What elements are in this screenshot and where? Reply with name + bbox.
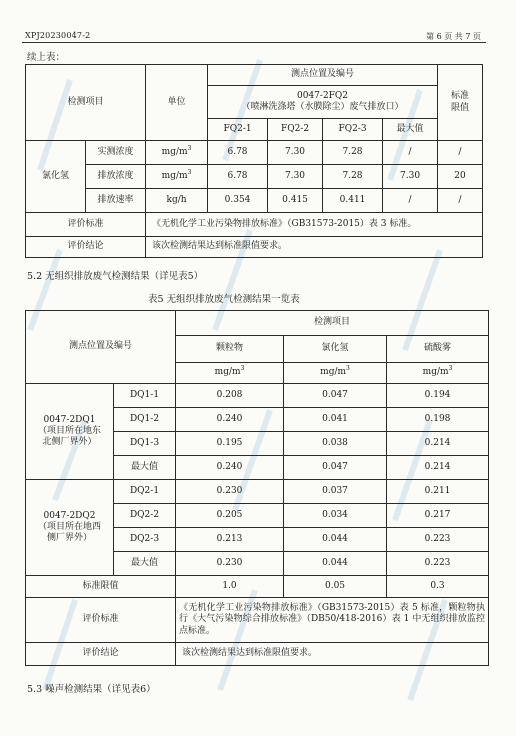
cell-value: 0.041 — [284, 408, 387, 432]
pollutant-hcl: 氯化氢 — [284, 336, 387, 363]
point-name — [208, 86, 438, 119]
cell-value: 0.205 — [176, 504, 284, 528]
cell-value: 0.411 — [323, 189, 383, 213]
point-id: DQ1-3 — [114, 432, 176, 456]
row-unit: $mg/m^3$ — [146, 141, 208, 165]
sub-col-max: 最大值 — [383, 119, 438, 141]
cell-value: 6.78 — [208, 165, 268, 189]
cell-max: / — [383, 189, 438, 213]
cell-value: 0.415 — [268, 189, 323, 213]
cell-value: 0.044 — [284, 552, 387, 576]
cell-value: 0.044 — [284, 528, 387, 552]
cell-value: 7.30 — [268, 141, 323, 165]
point-id: 最大值 — [114, 456, 176, 480]
eval-conclusion-text: 该次检测结果达到标准限值要求。 — [176, 643, 489, 666]
header-divider — [22, 42, 486, 43]
pollutant-sulfuric-mist: 硫酸雾 — [387, 336, 489, 363]
cell-limit: / — [438, 141, 483, 165]
cell-value: 0.047 — [284, 456, 387, 480]
eval-standard-text: 《无机化学工业污染物排放标准》（GB31573-2015）表 5 标准，颗粒物执行《大气污染物综合排放标准》（DB50/418-2016）表 1 中无组织排放监控点标准。 — [176, 598, 489, 643]
cell-value: 0.038 — [284, 432, 387, 456]
cell-value: 0.240 — [176, 408, 284, 432]
point-id: DQ2-1 — [114, 480, 176, 504]
cell-value: 0.211 — [387, 480, 489, 504]
point-desc: （喷淋洗涤塔（水膜除尘）废气排放口） — [241, 102, 404, 112]
unit-cell: $mg/m^3$ — [387, 363, 489, 384]
point-id: DQ2-3 — [114, 528, 176, 552]
eval-conclusion-text: 该次检测结果达到标准限值要求。 — [146, 237, 483, 258]
limit-header: 标准限值 — [438, 65, 483, 141]
point-id: DQ2-2 — [114, 504, 176, 528]
cell-value: 0.208 — [176, 384, 284, 408]
section-5-3-heading: 5.3 噪声检测结果（详见表6） — [27, 684, 156, 695]
cell-max: / — [383, 141, 438, 165]
table-row — [26, 189, 483, 213]
unit-cell: $mg/m^3$ — [284, 363, 387, 384]
cell-value: 0.354 — [208, 189, 268, 213]
items-header: 检测项目 — [176, 311, 489, 336]
cell-value: 0.223 — [387, 528, 489, 552]
doc-number: XPJ20230047-2 — [25, 31, 91, 40]
cell-value: 6.78 — [208, 141, 268, 165]
row-item: 排放速率 — [86, 189, 146, 213]
eval-standard-label: 评价标准 — [26, 213, 146, 237]
table-row — [26, 480, 489, 504]
cell-value: 0.034 — [284, 504, 387, 528]
limit-label: 标准限值 — [26, 576, 176, 598]
group-name: 0047-2DQ1 （项目所在地东 北侧厂界外） — [26, 384, 114, 480]
row-unit: $mg/m^3$ — [146, 165, 208, 189]
limit-value: 1.0 — [176, 576, 284, 598]
cell-value: 0.037 — [284, 480, 387, 504]
eval-conclusion-label: 评价结论 — [26, 237, 146, 258]
continued-label: 续上表： — [27, 52, 66, 63]
cell-value: 0.214 — [387, 432, 489, 456]
point-header: 测点位置及编号 — [208, 65, 438, 86]
cell-value: 7.28 — [323, 165, 383, 189]
unit-header: 单位 — [146, 65, 208, 141]
cell-limit: 20 — [438, 165, 483, 189]
cell-limit: / — [438, 189, 483, 213]
row-item: 实测浓度 — [86, 141, 146, 165]
fugitive-emission-table — [25, 310, 489, 666]
limit-value: 0.3 — [387, 576, 489, 598]
point-id: DQ1-1 — [114, 384, 176, 408]
eval-conclusion-label: 评价结论 — [26, 643, 176, 666]
row-item: 排放浓度 — [86, 165, 146, 189]
cell-value: 0.223 — [387, 552, 489, 576]
cell-value: 0.230 — [176, 552, 284, 576]
cell-value: 0.213 — [176, 528, 284, 552]
point-id: DQ1-2 — [114, 408, 176, 432]
pollutant-name: 氯化氢 — [26, 141, 86, 213]
cell-value: 0.230 — [176, 480, 284, 504]
cell-max: 7.30 — [383, 165, 438, 189]
point-id: 0047-2FQ2 — [297, 90, 349, 101]
sub-col-2: FQ2-2 — [268, 119, 323, 141]
group-name: 0047-2DQ2 （项目所在地西 侧厂界外） — [26, 480, 114, 576]
eval-standard-text: 《无机化学工业污染物排放标准》（GB31573-2015）表 3 标准。 — [146, 213, 483, 237]
cell-value: 7.28 — [323, 141, 383, 165]
section-5-2-heading: 5.2 无组织排放废气检测结果（详见表5） — [27, 271, 204, 282]
table-row — [26, 141, 483, 165]
item-header: 检测项目 — [26, 65, 146, 141]
limit-value: 0.05 — [284, 576, 387, 598]
cell-value: 0.194 — [387, 384, 489, 408]
cell-value: 0.047 — [284, 384, 387, 408]
point-header: 测点位置及编号 — [26, 311, 176, 384]
cell-value: 0.214 — [387, 456, 489, 480]
page-number: 第 6 页 共 7 页 — [426, 32, 481, 41]
table-row — [26, 165, 483, 189]
cell-value: 0.198 — [387, 408, 489, 432]
cell-value: 0.217 — [387, 504, 489, 528]
sub-col-3: FQ2-3 — [323, 119, 383, 141]
point-id: 最大值 — [114, 552, 176, 576]
cell-value: 0.240 — [176, 456, 284, 480]
unit-cell: $mg/m^3$ — [176, 363, 284, 384]
row-unit: kg/h — [146, 189, 208, 213]
table-5-caption: 表5 无组织排放废气检测结果一览表 — [148, 294, 300, 305]
cell-value: 0.195 — [176, 432, 284, 456]
emission-table-continued — [25, 64, 483, 258]
cell-value: 7.30 — [268, 165, 323, 189]
pollutant-particulate: 颗粒物 — [176, 336, 284, 363]
table-row — [26, 384, 489, 408]
sub-col-1: FQ2-1 — [208, 119, 268, 141]
eval-standard-label: 评价标准 — [26, 598, 176, 643]
